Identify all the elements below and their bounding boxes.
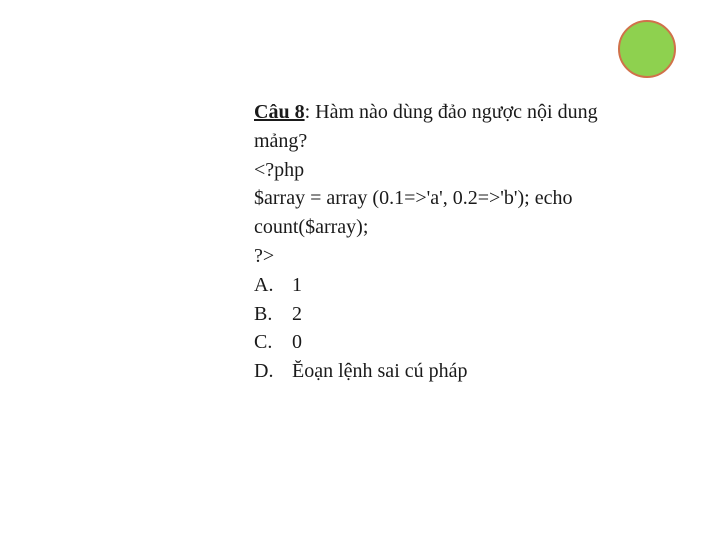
question-prompt-line-2: mảng? (254, 129, 308, 152)
code-line-count: count($array); (254, 216, 369, 239)
option-a (254, 271, 694, 300)
option-d (254, 357, 694, 386)
code-line-open-tag: <?php (254, 158, 305, 181)
option-c-text: 0 (292, 331, 302, 354)
option-c (254, 328, 694, 357)
question-prompt-text: : Hàm nào dùng đảo ngược nội dung (304, 101, 598, 123)
code-line-array-assign: $array = array (0.1=>'a', 0.2=>'b'); echo (254, 187, 573, 210)
option-a-letter: A. (254, 273, 274, 296)
option-b-letter: B. (254, 302, 273, 325)
option-d-text: Ĕoạn lệnh sai cú pháp (292, 360, 468, 383)
option-a-text: 1 (292, 273, 302, 296)
option-b-text: 2 (292, 302, 302, 325)
option-b (254, 300, 694, 329)
option-c-letter: C. (254, 331, 273, 354)
question-prompt-line-1 (254, 98, 694, 127)
code-line-close-tag: ?> (254, 244, 275, 267)
green-circle-badge (618, 20, 676, 78)
question-block (254, 98, 694, 386)
option-d-letter: D. (254, 360, 274, 383)
question-number: Câu 8 (254, 101, 305, 123)
